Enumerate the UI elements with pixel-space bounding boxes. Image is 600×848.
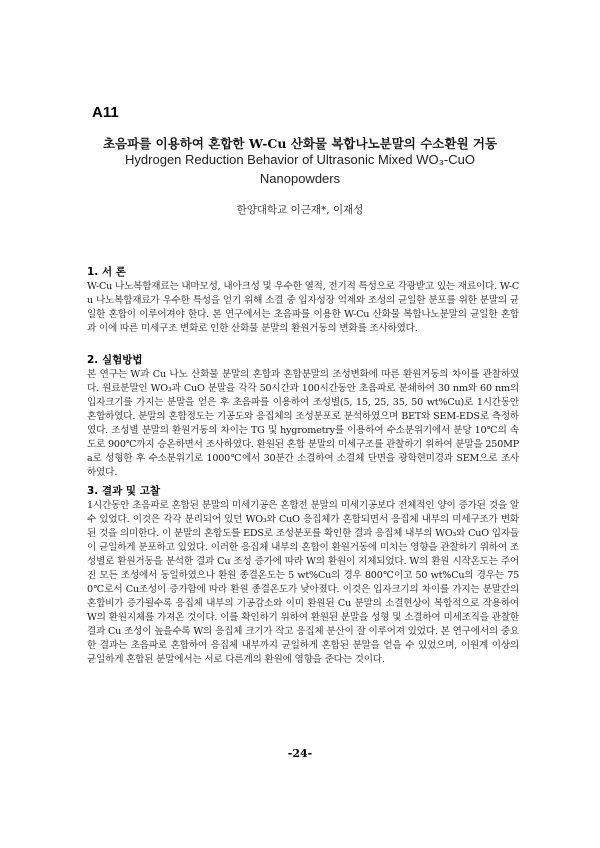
section-body: 본 연구는 W과 Cu 나노 산화물 분말의 혼합과 혼합분말의 조성변화에 따른 환원거동의 차이를 관찰하였다. 원료분말인 WO₃과 CuO 분말을 각각 50시간과 100시간동안 초음파로 분쇄하여 30 nm와 60 nm의 입자크기를 가지는 분말을 얻은 후 초음파를 이용하여 조성별(5, 15, 25, 35, 50 wt%Cu)로 1시간동안 혼합하였다. 분말의 혼합정도는 기공도와 응집체의 조성분포로 분석하였으며 BET와 SEM-EDS로 측정하였다. 조성별 분말의 환원거동의 차이는 TG 및 hygrometry를 이용하여 수소분위기에서 분당 10℃의 속도로 900℃까지 승온하면서 조사하였다. 환원된 혼합 분말의 미세구조를 관찰하기 위하여 분말을 250MPa로 성형한 후 수소분위기로 1000℃에서 30분간 소결하여 소결체 단면을 광학현미경과 SEM으로 조사하였다.: [87, 369, 519, 478]
page-number: -24-: [287, 747, 313, 760]
english-title: Hydrogen Reduction Behavior of Ultrasonic Mixed WO₃-CuO Nanopowders: [125, 152, 475, 186]
section-results: [87, 483, 519, 667]
section-body: 1시간동안 초음파로 혼합된 분말의 미세기공은 혼합전 분말의 미세기공보다 전체적인 양이 증가된 것을 알 수 있었다. 이것은 각각 분리되어 있던 WO₃와 CuO 응집체가 혼합되면서 응집체 내부의 미세구조가 변화된 것을 의미한다. 이 분말의 혼합도를 EDS로 조성분포를 확인한 결과 응집체 내부의 WO₃와 CuO 입자들이 균일하게 분포하고 있었다. 이러한 응집체 내부의 혼합이 환원거동에 미치는 영향을 관찰하기 위하여 조성별로 환원거동을 분석한 결과 Cu 조성 증가에 따라 W의 환원이 지체되었다. W의 환원 시작온도는 주어진 모든 조성에서 동일하였으나 환원 종결온도는 5 wt%Cu의 경우 800℃이고 50 wt%Cu의 경우는 750℃로서 Cu조성이 증가함에 따라 환원 종결온도가 낮아졌다. 이것은 입자크기의 차이를 가지는 분말간의 혼합비가 증가될수록 응집체 내부의 기공감소와 이미 환원된 Cu 분말의 소결현상이 복합적으로 작용하여 W의 환원지체를 가져온 것이다. 이를 확인하기 위하여 환원된 분말을 성형 및 소결하여 미세조직을 관찰한 결과 Cu 조성이 높을수록 W의 응집체 크기가 작고 응집체 분산이 잘 이루어져 있었다. 본 연구에서의 중요한 결과는 초음파로 혼합하여 응집체 내부까지 균일하게 혼합된 분말을 얻을 수 있었으며, 이원계 이상의 균일하게 혼합된 분말에서는 서로 다른계의 환원에 영향을 준다는 것이다.: [87, 500, 519, 665]
korean-title: 초음파를 이용하여 혼합한 W-Cu 산화물 복합나노분말의 수소환원 거동: [102, 136, 498, 151]
authors: 한양대학교 이근재*, 이재성: [236, 204, 364, 216]
section-body: W-Cu 나노복합재료는 내마모성, 내아크성 및 우수한 열적, 전기적 특성으로 각광받고 있는 재료이다. W-Cu 나노복합재료가 우수한 특성을 얻기 위해 소결 중 입자성장 억제와 조성의 균일한 분포를 위한 분말의 균일한 혼합이 이루어져야 한다. 본 연구에서는 초음파를 이용한 W-Cu 산화물 복합나노분말의 균일한 혼합과 이에 따른 미세구조 변화로 인한 산화물 분말의 환원거동의 변화를 조사하였다.: [87, 281, 519, 334]
section-methods: [87, 352, 519, 480]
section-heading: 3. 결과 및 고찰: [87, 485, 160, 497]
abstract-code: A11: [92, 104, 119, 121]
section-heading: 2. 실험방법: [87, 354, 143, 366]
section-introduction: [87, 264, 519, 336]
section-heading: 1. 서 론: [87, 266, 126, 278]
